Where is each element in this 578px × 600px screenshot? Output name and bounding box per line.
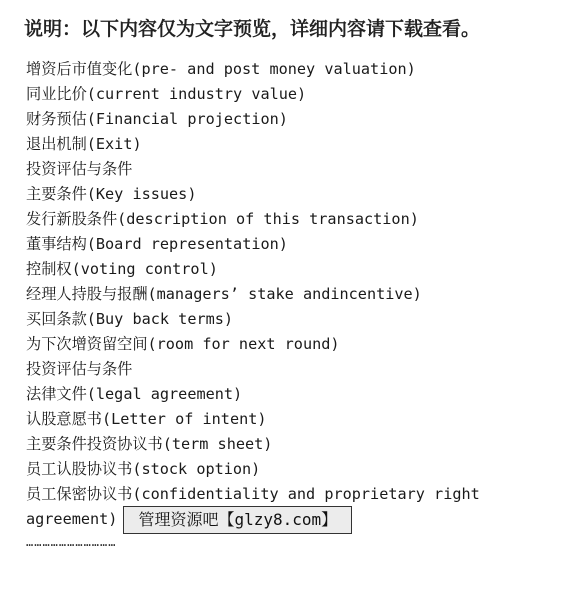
doc-line: 退出机制(Exit) — [26, 135, 142, 153]
doc-line: 主要条件(Key issues) — [26, 185, 197, 203]
doc-line: 为下次增资留空间(room for next round) — [26, 335, 340, 353]
doc-line-continuation: agreement) — [26, 510, 118, 528]
doc-line: 发行新股条件(description of this transaction) — [26, 210, 419, 228]
doc-line: 员工认股协议书(stock option) — [26, 460, 261, 478]
doc-line: 经理人持股与报酬(managers’ stake andincentive) — [26, 285, 422, 303]
preview-notice: 说明：以下内容仅为文字预览，详细内容请下载查看。 — [24, 18, 481, 40]
doc-line: 员工保密协议书(confidentiality and proprietary right — [26, 485, 480, 503]
doc-line: 投资评估与条件 — [26, 360, 133, 378]
doc-line: 增资后市值变化(pre- and post money valuation) — [26, 60, 416, 78]
doc-line: 财务预估(Financial projection) — [26, 110, 288, 128]
doc-line: 买回条款(Buy back terms) — [26, 310, 234, 328]
document-lines — [26, 57, 566, 532]
doc-line: 控制权(voting control) — [26, 260, 218, 278]
doc-line: 法律文件(legal agreement) — [26, 385, 243, 403]
doc-line: 投资评估与条件 — [26, 160, 133, 178]
doc-line: 同业比价(current industry value) — [26, 85, 307, 103]
doc-line: 主要条件投资协议书(term sheet) — [26, 435, 273, 453]
brand-link-button[interactable]: 管理资源吧【glzy8.com】 — [123, 506, 352, 534]
doc-line: 认股意愿书(Letter of intent) — [26, 410, 267, 428]
truncation-dots: …………………………… — [26, 535, 117, 549]
doc-line: 董事结构(Board representation) — [26, 235, 288, 253]
doc-line-final — [26, 507, 566, 532]
